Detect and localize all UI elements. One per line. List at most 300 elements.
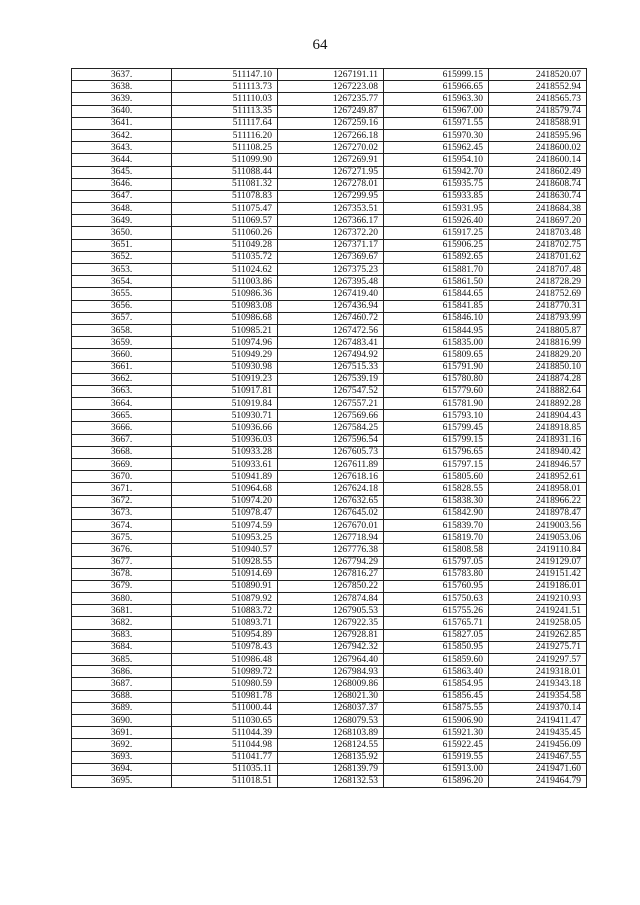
table-row (72, 142, 587, 154)
point-number-cell: 3645. (72, 166, 172, 178)
x2-cell: 615856.45 (384, 690, 489, 702)
table-row (72, 495, 587, 507)
y2-cell: 2419456.09 (489, 739, 587, 751)
y1-cell: 1268009.86 (278, 678, 384, 690)
x2-cell: 615963.30 (384, 93, 489, 105)
x2-cell: 615906.25 (384, 239, 489, 251)
table-row (72, 629, 587, 641)
x1-cell: 511108.25 (172, 142, 278, 154)
table-row (72, 398, 587, 410)
point-number-cell: 3671. (72, 483, 172, 495)
x1-cell: 510941.89 (172, 471, 278, 483)
x2-cell: 615793.10 (384, 410, 489, 422)
x1-cell: 511035.72 (172, 251, 278, 263)
x2-cell: 615750.63 (384, 593, 489, 605)
y2-cell: 2418904.43 (489, 410, 587, 422)
table-row (72, 459, 587, 471)
point-number-cell: 3657. (72, 312, 172, 324)
y1-cell: 1268132.53 (278, 775, 384, 787)
y2-cell: 2418850.10 (489, 361, 587, 373)
table-row (72, 154, 587, 166)
y2-cell: 2419297.57 (489, 654, 587, 666)
x1-cell: 510986.68 (172, 312, 278, 324)
y1-cell: 1267611.89 (278, 459, 384, 471)
table-row (72, 434, 587, 446)
point-number-cell: 3638. (72, 81, 172, 93)
x2-cell: 615779.60 (384, 385, 489, 397)
x2-cell: 615797.05 (384, 556, 489, 568)
y1-cell: 1268139.79 (278, 763, 384, 775)
x2-cell: 615781.90 (384, 398, 489, 410)
x1-cell: 510930.98 (172, 361, 278, 373)
table-row (72, 178, 587, 190)
y2-cell: 2418684.38 (489, 203, 587, 215)
y2-cell: 2418702.75 (489, 239, 587, 251)
x1-cell: 510919.23 (172, 373, 278, 385)
y1-cell: 1267539.19 (278, 373, 384, 385)
y2-cell: 2419186.01 (489, 580, 587, 592)
y2-cell: 2418707.48 (489, 264, 587, 276)
y2-cell: 2418608.74 (489, 178, 587, 190)
point-number-cell: 3660. (72, 349, 172, 361)
table-row (72, 190, 587, 202)
y2-cell: 2419467.55 (489, 751, 587, 763)
y2-cell: 2419262.85 (489, 629, 587, 641)
y1-cell: 1267515.33 (278, 361, 384, 373)
x1-cell: 510917.81 (172, 385, 278, 397)
y1-cell: 1267557.21 (278, 398, 384, 410)
y1-cell: 1267645.02 (278, 507, 384, 519)
y2-cell: 2418874.28 (489, 373, 587, 385)
point-number-cell: 3695. (72, 775, 172, 787)
x2-cell: 615859.60 (384, 654, 489, 666)
x2-cell: 615922.45 (384, 739, 489, 751)
x2-cell: 615881.70 (384, 264, 489, 276)
y1-cell: 1267299.95 (278, 190, 384, 202)
y1-cell: 1267369.67 (278, 251, 384, 263)
x2-cell: 615999.15 (384, 69, 489, 81)
x1-cell: 510919.84 (172, 398, 278, 410)
x2-cell: 615854.95 (384, 678, 489, 690)
x2-cell: 615966.65 (384, 81, 489, 93)
table-row (72, 215, 587, 227)
table-row (72, 251, 587, 263)
x1-cell: 510940.57 (172, 544, 278, 556)
table-row (72, 678, 587, 690)
table-row (72, 519, 587, 531)
y1-cell: 1267776.38 (278, 544, 384, 556)
x1-cell: 511000.44 (172, 702, 278, 714)
y1-cell: 1267191.11 (278, 69, 384, 81)
point-number-cell: 3668. (72, 446, 172, 458)
y2-cell: 2418952.61 (489, 471, 587, 483)
x1-cell: 511069.57 (172, 215, 278, 227)
x2-cell: 615797.15 (384, 459, 489, 471)
table-row (72, 276, 587, 288)
y2-cell: 2418946.57 (489, 459, 587, 471)
y1-cell: 1268103.89 (278, 727, 384, 739)
y1-cell: 1267371.17 (278, 239, 384, 251)
point-number-cell: 3687. (72, 678, 172, 690)
point-number-cell: 3641. (72, 117, 172, 129)
x1-cell: 510978.47 (172, 507, 278, 519)
point-number-cell: 3659. (72, 337, 172, 349)
y1-cell: 1267816.27 (278, 568, 384, 580)
table-row (72, 507, 587, 519)
point-number-cell: 3689. (72, 702, 172, 714)
table-row (72, 422, 587, 434)
point-number-cell: 3650. (72, 227, 172, 239)
x1-cell: 510978.43 (172, 641, 278, 653)
y2-cell: 2419210.93 (489, 593, 587, 605)
point-number-cell: 3677. (72, 556, 172, 568)
y1-cell: 1267624.18 (278, 483, 384, 495)
point-number-cell: 3676. (72, 544, 172, 556)
point-number-cell: 3688. (72, 690, 172, 702)
x1-cell: 511075.47 (172, 203, 278, 215)
x2-cell: 615791.90 (384, 361, 489, 373)
y2-cell: 2418701.62 (489, 251, 587, 263)
y1-cell: 1267436.94 (278, 300, 384, 312)
y2-cell: 2419471.60 (489, 763, 587, 775)
point-number-cell: 3679. (72, 580, 172, 592)
x2-cell: 615962.45 (384, 142, 489, 154)
table-row (72, 617, 587, 629)
x2-cell: 615828.55 (384, 483, 489, 495)
table-row (72, 593, 587, 605)
y2-cell: 2418520.07 (489, 69, 587, 81)
y2-cell: 2419258.05 (489, 617, 587, 629)
y2-cell: 2419343.18 (489, 678, 587, 690)
x2-cell: 615970.30 (384, 129, 489, 141)
x1-cell: 510933.28 (172, 446, 278, 458)
x1-cell: 510964.68 (172, 483, 278, 495)
point-number-cell: 3646. (72, 178, 172, 190)
y1-cell: 1268037.37 (278, 702, 384, 714)
point-number-cell: 3685. (72, 654, 172, 666)
point-number-cell: 3694. (72, 763, 172, 775)
x2-cell: 615935.75 (384, 178, 489, 190)
x2-cell: 615799.15 (384, 434, 489, 446)
point-number-cell: 3654. (72, 276, 172, 288)
y1-cell: 1267984.93 (278, 666, 384, 678)
x2-cell: 615850.95 (384, 641, 489, 653)
x1-cell: 510981.78 (172, 690, 278, 702)
point-number-cell: 3642. (72, 129, 172, 141)
y1-cell: 1268079.53 (278, 714, 384, 726)
y1-cell: 1267271.95 (278, 166, 384, 178)
y1-cell: 1267547.52 (278, 385, 384, 397)
point-number-cell: 3662. (72, 373, 172, 385)
x2-cell: 615796.65 (384, 446, 489, 458)
point-number-cell: 3678. (72, 568, 172, 580)
point-number-cell: 3665. (72, 410, 172, 422)
x1-cell: 510936.66 (172, 422, 278, 434)
point-number-cell: 3692. (72, 739, 172, 751)
y2-cell: 2418600.14 (489, 154, 587, 166)
y1-cell: 1268135.92 (278, 751, 384, 763)
table-row (72, 727, 587, 739)
table-row (72, 373, 587, 385)
page-number: 64 (312, 37, 328, 53)
x2-cell: 615875.55 (384, 702, 489, 714)
y1-cell: 1267372.20 (278, 227, 384, 239)
y1-cell: 1267928.81 (278, 629, 384, 641)
point-number-cell: 3666. (72, 422, 172, 434)
point-number-cell: 3652. (72, 251, 172, 263)
point-number-cell: 3661. (72, 361, 172, 373)
x1-cell: 510983.08 (172, 300, 278, 312)
x1-cell: 510985.21 (172, 324, 278, 336)
x2-cell: 615755.26 (384, 605, 489, 617)
x1-cell: 510974.96 (172, 337, 278, 349)
x2-cell: 615841.85 (384, 300, 489, 312)
point-number-cell: 3686. (72, 666, 172, 678)
x1-cell: 511035.11 (172, 763, 278, 775)
y2-cell: 2418918.85 (489, 422, 587, 434)
x1-cell: 510890.91 (172, 580, 278, 592)
x2-cell: 615846.10 (384, 312, 489, 324)
table-row (72, 763, 587, 775)
x1-cell: 511024.62 (172, 264, 278, 276)
y2-cell: 2418978.47 (489, 507, 587, 519)
table-row (72, 446, 587, 458)
x1-cell: 511147.10 (172, 69, 278, 81)
x2-cell: 615844.95 (384, 324, 489, 336)
y1-cell: 1267235.77 (278, 93, 384, 105)
table-row (72, 69, 587, 81)
x2-cell: 615971.55 (384, 117, 489, 129)
x1-cell: 510953.25 (172, 532, 278, 544)
x1-cell: 511044.98 (172, 739, 278, 751)
x1-cell: 511003.86 (172, 276, 278, 288)
y1-cell: 1267395.48 (278, 276, 384, 288)
point-number-cell: 3672. (72, 495, 172, 507)
x2-cell: 615827.05 (384, 629, 489, 641)
x2-cell: 615954.10 (384, 154, 489, 166)
x2-cell: 615913.00 (384, 763, 489, 775)
x1-cell: 511116.20 (172, 129, 278, 141)
table-row (72, 654, 587, 666)
table-row (72, 166, 587, 178)
table-row (72, 641, 587, 653)
table-row (72, 666, 587, 678)
y2-cell: 2419241.51 (489, 605, 587, 617)
x1-cell: 511110.03 (172, 93, 278, 105)
y1-cell: 1267905.53 (278, 605, 384, 617)
point-number-cell: 3684. (72, 641, 172, 653)
y2-cell: 2419318.01 (489, 666, 587, 678)
x1-cell: 510879.92 (172, 593, 278, 605)
x1-cell: 510954.89 (172, 629, 278, 641)
y2-cell: 2418697.20 (489, 215, 587, 227)
x2-cell: 615780.80 (384, 373, 489, 385)
y1-cell: 1267596.54 (278, 434, 384, 446)
y2-cell: 2418816.99 (489, 337, 587, 349)
x2-cell: 615799.45 (384, 422, 489, 434)
y1-cell: 1267850.22 (278, 580, 384, 592)
y1-cell: 1267964.40 (278, 654, 384, 666)
table-row (72, 775, 587, 787)
y2-cell: 2418940.42 (489, 446, 587, 458)
y1-cell: 1267794.29 (278, 556, 384, 568)
y1-cell: 1267278.01 (278, 178, 384, 190)
x1-cell: 510933.61 (172, 459, 278, 471)
x1-cell: 510883.72 (172, 605, 278, 617)
point-number-cell: 3693. (72, 751, 172, 763)
point-number-cell: 3682. (72, 617, 172, 629)
table-row (72, 544, 587, 556)
x2-cell: 615917.25 (384, 227, 489, 239)
y2-cell: 2418630.74 (489, 190, 587, 202)
x1-cell: 511078.83 (172, 190, 278, 202)
y2-cell: 2419275.71 (489, 641, 587, 653)
y2-cell: 2418602.49 (489, 166, 587, 178)
table-row (72, 556, 587, 568)
point-number-cell: 3669. (72, 459, 172, 471)
x2-cell: 615892.65 (384, 251, 489, 263)
y2-cell: 2419435.45 (489, 727, 587, 739)
coordinates-table-body (72, 69, 587, 788)
y2-cell: 2418882.64 (489, 385, 587, 397)
table-row (72, 751, 587, 763)
y1-cell: 1267366.17 (278, 215, 384, 227)
x2-cell: 615805.60 (384, 471, 489, 483)
point-number-cell: 3670. (72, 471, 172, 483)
x2-cell: 615906.90 (384, 714, 489, 726)
y2-cell: 2418931.16 (489, 434, 587, 446)
y2-cell: 2419110.84 (489, 544, 587, 556)
point-number-cell: 3655. (72, 288, 172, 300)
y1-cell: 1267419.40 (278, 288, 384, 300)
y2-cell: 2419411.47 (489, 714, 587, 726)
x2-cell: 615839.70 (384, 519, 489, 531)
point-number-cell: 3643. (72, 142, 172, 154)
x1-cell: 511099.90 (172, 154, 278, 166)
point-number-cell: 3681. (72, 605, 172, 617)
point-number-cell: 3674. (72, 519, 172, 531)
y1-cell: 1267259.16 (278, 117, 384, 129)
point-number-cell: 3637. (72, 69, 172, 81)
x2-cell: 615844.65 (384, 288, 489, 300)
point-number-cell: 3640. (72, 105, 172, 117)
table-row (72, 81, 587, 93)
x1-cell: 510986.36 (172, 288, 278, 300)
x1-cell: 511081.32 (172, 178, 278, 190)
y1-cell: 1267460.72 (278, 312, 384, 324)
x2-cell: 615760.95 (384, 580, 489, 592)
x2-cell: 615838.30 (384, 495, 489, 507)
y2-cell: 2419053.06 (489, 532, 587, 544)
point-number-cell: 3673. (72, 507, 172, 519)
x2-cell: 615933.85 (384, 190, 489, 202)
x2-cell: 615926.40 (384, 215, 489, 227)
x1-cell: 511117.64 (172, 117, 278, 129)
table-row (72, 105, 587, 117)
y1-cell: 1267269.91 (278, 154, 384, 166)
x2-cell: 615808.58 (384, 544, 489, 556)
y2-cell: 2418805.87 (489, 324, 587, 336)
table-row (72, 410, 587, 422)
x2-cell: 615967.00 (384, 105, 489, 117)
point-number-cell: 3647. (72, 190, 172, 202)
table-row (72, 264, 587, 276)
x2-cell: 615783.80 (384, 568, 489, 580)
x2-cell: 615835.00 (384, 337, 489, 349)
y2-cell: 2418728.29 (489, 276, 587, 288)
point-number-cell: 3649. (72, 215, 172, 227)
table-row (72, 471, 587, 483)
x2-cell: 615921.30 (384, 727, 489, 739)
point-number-cell: 3690. (72, 714, 172, 726)
x1-cell: 511018.51 (172, 775, 278, 787)
y2-cell: 2418829.20 (489, 349, 587, 361)
point-number-cell: 3639. (72, 93, 172, 105)
y2-cell: 2418588.91 (489, 117, 587, 129)
x1-cell: 510986.48 (172, 654, 278, 666)
table-row (72, 702, 587, 714)
y1-cell: 1267922.35 (278, 617, 384, 629)
y2-cell: 2419370.14 (489, 702, 587, 714)
y1-cell: 1267942.32 (278, 641, 384, 653)
x2-cell: 615809.65 (384, 349, 489, 361)
point-number-cell: 3680. (72, 593, 172, 605)
x1-cell: 510936.03 (172, 434, 278, 446)
point-number-cell: 3644. (72, 154, 172, 166)
x2-cell: 615765.71 (384, 617, 489, 629)
x2-cell: 615931.95 (384, 203, 489, 215)
table-row (72, 580, 587, 592)
y2-cell: 2418552.94 (489, 81, 587, 93)
x2-cell: 615919.55 (384, 751, 489, 763)
point-number-cell: 3664. (72, 398, 172, 410)
y2-cell: 2419129.07 (489, 556, 587, 568)
x1-cell: 510893.71 (172, 617, 278, 629)
x1-cell: 511113.35 (172, 105, 278, 117)
x2-cell: 615942.70 (384, 166, 489, 178)
table-row (72, 239, 587, 251)
point-number-cell: 3675. (72, 532, 172, 544)
y1-cell: 1267483.41 (278, 337, 384, 349)
table-row (72, 714, 587, 726)
y2-cell: 2418770.31 (489, 300, 587, 312)
point-number-cell: 3667. (72, 434, 172, 446)
coordinates-table (71, 68, 587, 788)
x1-cell: 511049.28 (172, 239, 278, 251)
y1-cell: 1267874.84 (278, 593, 384, 605)
y2-cell: 2418595.96 (489, 129, 587, 141)
y1-cell: 1267569.66 (278, 410, 384, 422)
y1-cell: 1268124.55 (278, 739, 384, 751)
table-row (72, 312, 587, 324)
table-row (72, 690, 587, 702)
y2-cell: 2419003.56 (489, 519, 587, 531)
table-row (72, 337, 587, 349)
point-number-cell: 3663. (72, 385, 172, 397)
y2-cell: 2418958.01 (489, 483, 587, 495)
y1-cell: 1267670.01 (278, 519, 384, 531)
table-row (72, 605, 587, 617)
table-row (72, 203, 587, 215)
y2-cell: 2418752.69 (489, 288, 587, 300)
x1-cell: 510974.59 (172, 519, 278, 531)
y2-cell: 2418793.99 (489, 312, 587, 324)
table-row (72, 227, 587, 239)
x2-cell: 615863.40 (384, 666, 489, 678)
x1-cell: 511060.26 (172, 227, 278, 239)
table-row (72, 117, 587, 129)
table-row (72, 93, 587, 105)
